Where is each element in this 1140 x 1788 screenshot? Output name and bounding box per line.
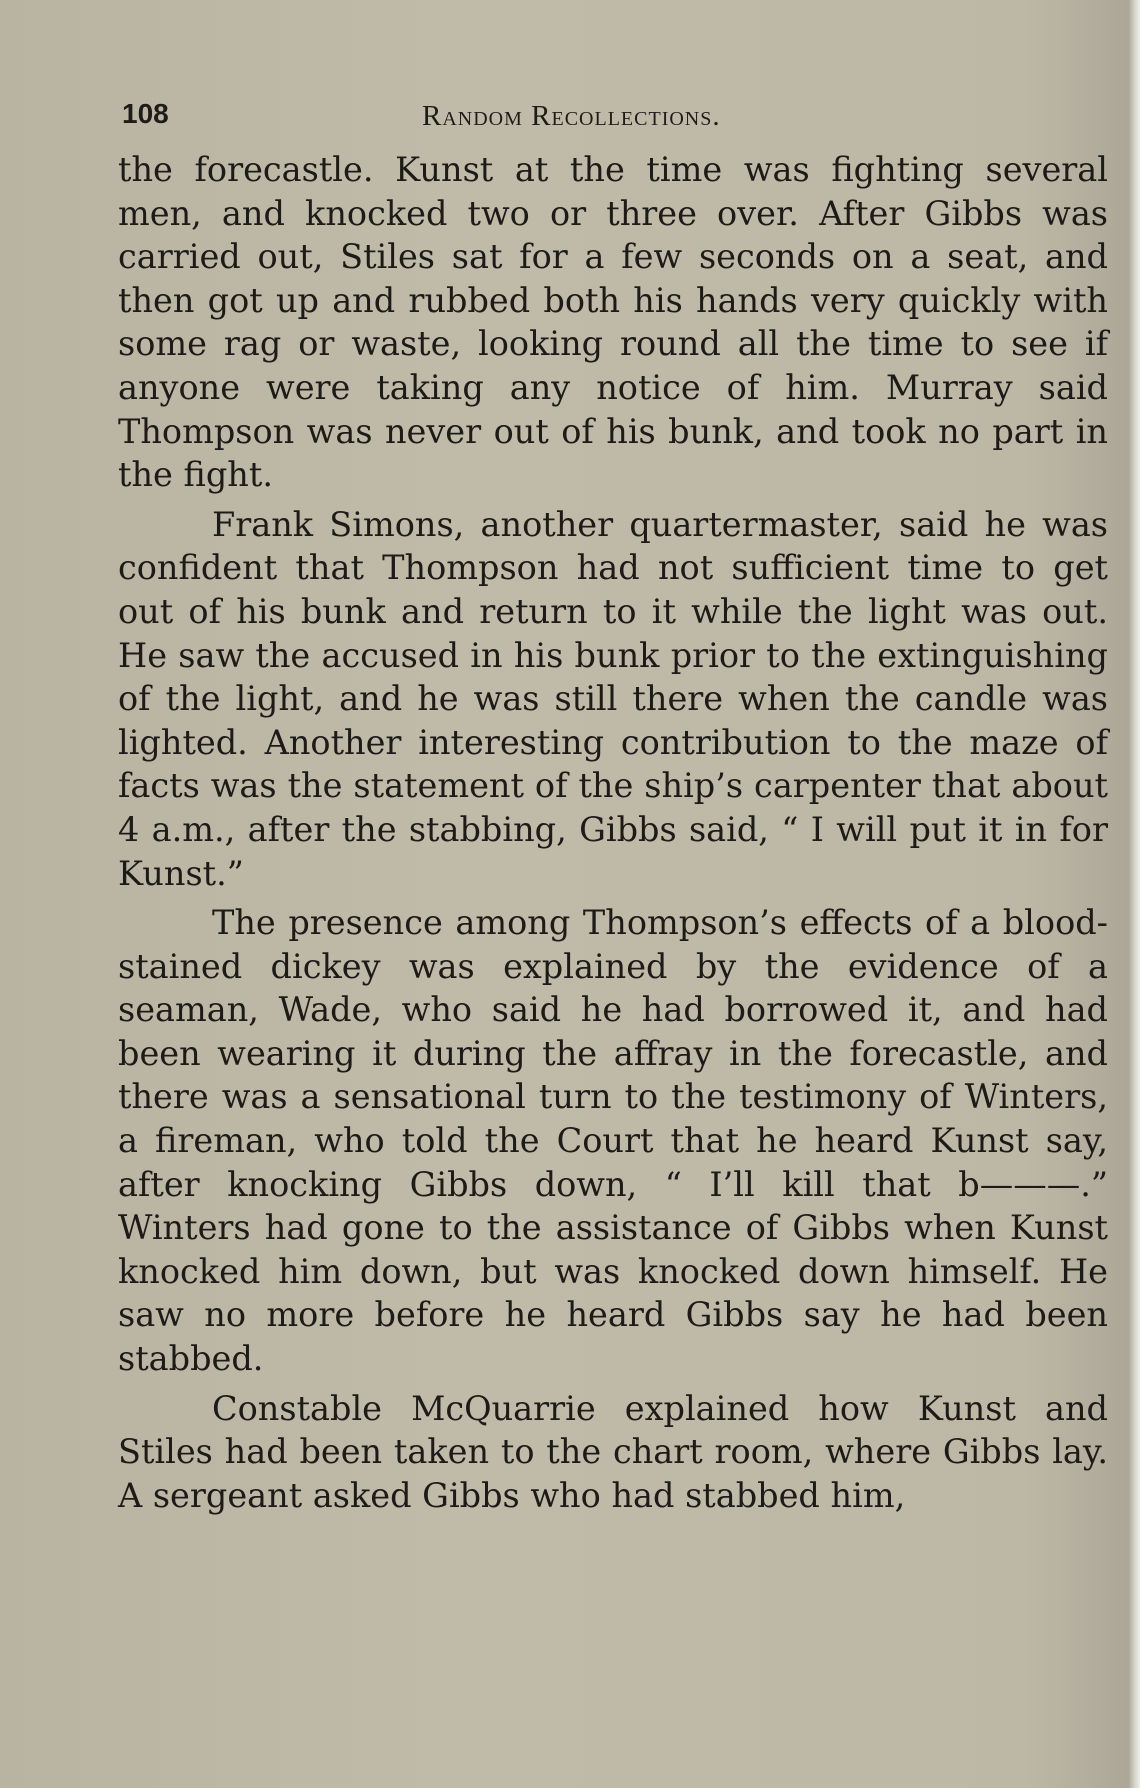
body-text bbox=[118, 148, 1108, 1523]
paragraph-continuation: the forecastle. Kunst at the time was fighting several men, and knocked two or three over. After Gibbs was carried out, Stiles sat for a few seconds on a seat, and then got up and rubbed both his hands very quickly with some rag or waste, looking round all the time to see if anyone were taking any notice of him. Murray said Thompson was never out of his bunk, and took no part in the fight. bbox=[118, 150, 1108, 495]
page-number: 108 bbox=[122, 98, 169, 129]
running-head bbox=[122, 98, 1110, 138]
paragraph: The presence among Thompson’s effects of a blood-stained dickey was explained by the evidence of a seaman, Wade, who said he had borrowed it, and had been wearing it during the affray in the forecastle, and there was a sensational turn to the testimony of Winters, a fireman, who told the Court that he heard Kunst say, after knocking Gibbs down, “ I’ll kill that b———.” Winters had gone to the assistance of Gibbs when Kunst knocked him down, but was knocked down himself. He saw no more before he heard Gibbs say he had been stabbed. bbox=[118, 903, 1108, 1379]
paragraph: Constable McQuarrie explained how Kunst and Stiles had been taken to the chart room, where Gibbs lay. A sergeant asked Gibbs who had stabbed him, bbox=[118, 1388, 1108, 1515]
running-title: Random Recollections. bbox=[422, 100, 721, 132]
paragraph: Frank Simons, another quartermaster, said he was confident that Thompson had not sufficient time to get out of his bunk and return to it while the light was out. He saw the accused in his bunk prior to the extinguishing of the light, and he was still there when the candle was lighted. Another interesting contribution to the maze of facts was the statement of the ship’s carpenter that about 4 a.m., after the stabbing, Gibbs said, “ I will put it in for Kunst.” bbox=[118, 504, 1108, 893]
page-edge bbox=[1128, 0, 1140, 1788]
